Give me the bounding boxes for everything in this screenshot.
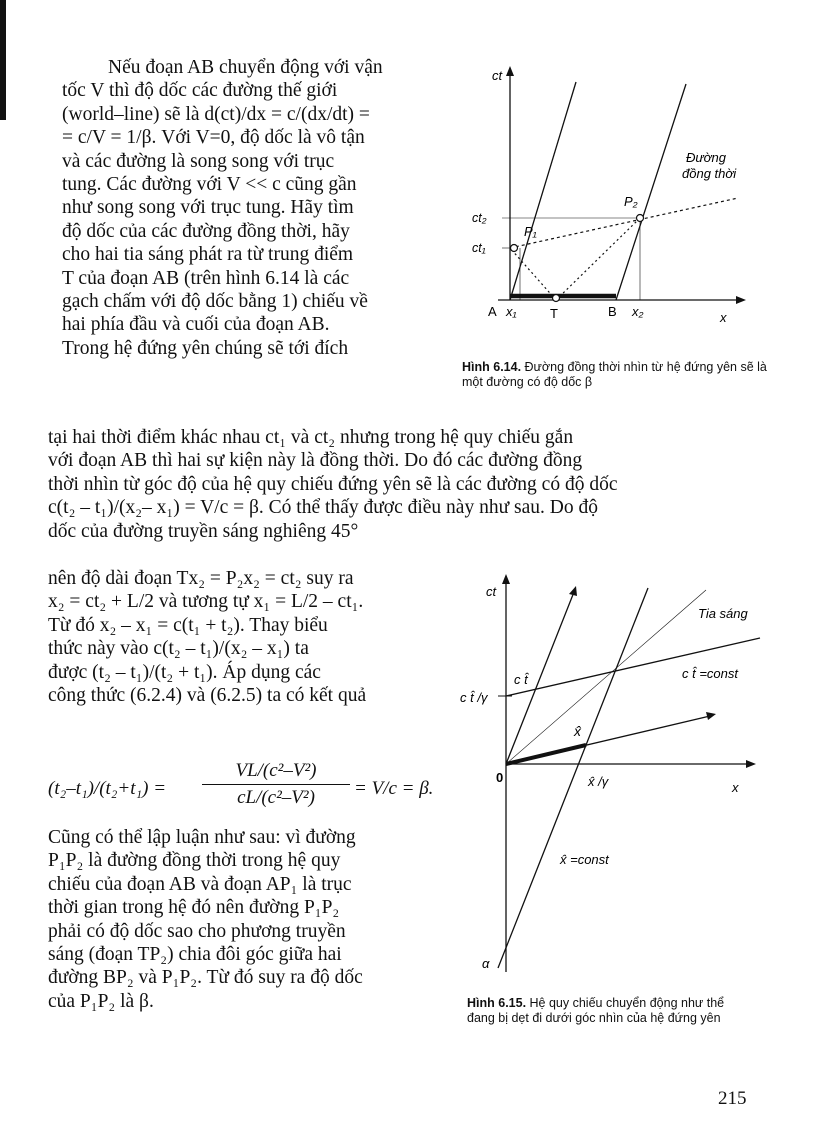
page-edge-bar	[0, 0, 6, 120]
text-line: cho hai tia sáng phát ra từ trung điểm	[62, 244, 354, 266]
text-line: gạch chấm với độ dốc bằng 1) chiếu về	[62, 290, 368, 312]
text-line: = c/V = 1/β. Với V=0, độ dốc là vô tận	[62, 127, 365, 149]
fig2-x-hat-gamma-label: x̂ /γ	[588, 774, 609, 789]
fig1-b-label: B	[608, 304, 617, 319]
figure-6-15	[460, 568, 780, 988]
fig2-axis-y-label: ct	[486, 584, 497, 599]
fig2-origin-label: 0	[496, 770, 504, 785]
text-line: độ dốc của các đường đồng thời, hãy	[62, 220, 350, 242]
text-line: phải có độ dốc sao cho phương truyền	[48, 920, 346, 942]
fig2-tia-sang-label: Tia sáng	[698, 606, 748, 621]
text-line: tốc V thì độ dốc các đường thế giới	[62, 80, 338, 102]
equation-numerator: VL/(c²–V²)	[202, 760, 350, 785]
text-line: Nếu đoạn AB chuyển động với vận	[108, 57, 383, 78]
fig1-axis-y-label: ct	[492, 68, 503, 83]
text-line: thời nhìn từ góc độ của hệ quy chiếu đứng yên sẽ là các đường có độ dốc	[48, 473, 618, 495]
text-line: tung. Các đường với V << c cũng gần	[62, 173, 357, 195]
caption-label: Hình 6.14.	[462, 360, 522, 374]
text-line: của P₁P₂ là β.	[48, 990, 154, 1012]
text-line: đường BP₂ và P₁P₂. Từ đó suy ra độ dốc	[48, 967, 363, 989]
figure-6-15-caption	[467, 996, 742, 1026]
caption-label: Hình 6.15.	[467, 996, 527, 1010]
text-line: công thức (6.2.4) và (6.2.5) ta có kết quả	[48, 684, 367, 706]
figure-6-14-diagram	[458, 60, 778, 350]
paragraph-2	[48, 426, 617, 543]
figure-6-14-caption	[462, 360, 787, 390]
text-line: và các đường là song song với trục	[62, 150, 335, 172]
text-line: như song song với trục tung. Hãy tìm	[62, 197, 354, 219]
figure-6-15-diagram	[460, 568, 780, 988]
text-line: P₁P₂ là đường đồng thời trong hệ quy	[48, 850, 341, 872]
text-line: Trong hệ đứng yên chúng sẽ tới đích	[62, 337, 349, 359]
fig1-axis-x-label: x	[720, 310, 727, 325]
paragraph-3	[48, 567, 366, 707]
text-line: c(t₂ – t₁)/(x₂– x₁) = V/c = β. Có thể thấy được điều này như sau. Do độ	[48, 497, 598, 519]
fig2-ct-hat-const-label: c t̂ =const	[682, 666, 738, 681]
equation-lhs: (t₂–t₁)/(t₂+t₁) =	[48, 778, 167, 799]
fig1-p2-label: P₂	[624, 194, 638, 209]
fig1-t-label: T	[550, 306, 558, 321]
fig2-alpha-label: α	[482, 956, 490, 971]
text-line: thức này vào c(t₂ – t₁)/(x₂ – x₁) ta	[48, 638, 309, 660]
caption-text: Hệ quy chiếu chuyển động như thể đang bị dẹt đi dưới góc nhìn của hệ đứng yên	[467, 996, 725, 1025]
text-line: sáng (đoạn TP₂) chia đôi góc giữa hai	[48, 943, 342, 965]
text-line: Cũng có thể lập luận như sau: vì đường	[48, 827, 356, 848]
text-line: thời gian trong hệ đó nên đường P₁P₂	[48, 897, 340, 919]
fig1-note-line1: Đường	[686, 150, 726, 165]
fig1-a-label: A	[488, 304, 497, 319]
paragraph-1	[62, 56, 383, 360]
text-line: với đoạn AB thì hai sự kiện này là đồng thời. Do đó các đường đồng	[48, 450, 583, 472]
figure-6-14	[458, 60, 778, 350]
paragraph-4	[48, 826, 363, 1013]
fig1-x1-label: x₁	[506, 304, 517, 319]
fig2-ct-hat-gamma-label: c t̂ /γ	[460, 690, 488, 705]
fig1-x2-label: x₂	[632, 304, 644, 319]
fig1-p1-label: P₁	[524, 224, 537, 239]
fig2-x-hat-label: x̂	[574, 723, 581, 739]
text-line: T của đoạn AB (trên hình 6.14 là các	[62, 267, 350, 289]
text-line: được (t₂ – t₁)/(t₂ + t₁). Áp dụng các	[48, 661, 321, 683]
caption-text: Đường đồng thời nhìn từ hệ đứng yên sẽ là một đường có độ dốc β	[462, 360, 767, 389]
text-line: (world–line) sẽ là d(ct)/dx = c/(dx/dt) =	[62, 103, 370, 125]
text-line: x₂ = ct₂ + L/2 và tương tự x₁ = L/2 – ct₁.	[48, 591, 364, 613]
text-line: tại hai thời điểm khác nhau ct₁ và ct₂ nhưng trong hệ quy chiếu gắn	[48, 427, 574, 448]
fig1-ct2-label: ct₂	[472, 211, 487, 225]
equation-fraction	[202, 760, 350, 809]
text-line: chiếu của đoạn AB và đoạn AP₁ là trục	[48, 873, 352, 895]
fig2-x-hat-const-label: x̂ =const	[560, 852, 609, 867]
equation-denominator: cL/(c²–V²)	[237, 787, 315, 808]
fig2-axis-x-label: x	[732, 780, 739, 795]
text-line: Từ đó x₂ – x₁ = c(t₁ + t₂). Thay biểu	[48, 614, 328, 636]
text-line: dốc của đường truyền sáng nghiêng 45°	[48, 520, 359, 542]
fig1-ct1-label: ct₁	[472, 241, 486, 255]
fig1-note-line2: đồng thời	[682, 166, 737, 181]
text-line: nên độ dài đoạn Tx₂ = P₂x₂ = ct₂ suy ra	[48, 568, 354, 589]
equation-rhs: = V/c = β.	[354, 778, 434, 799]
fig2-ct-hat-label: c t̂	[514, 672, 528, 687]
page-number: 215	[718, 1088, 747, 1109]
text-line: hai phía đầu và cuối của đoạn AB.	[62, 314, 330, 336]
